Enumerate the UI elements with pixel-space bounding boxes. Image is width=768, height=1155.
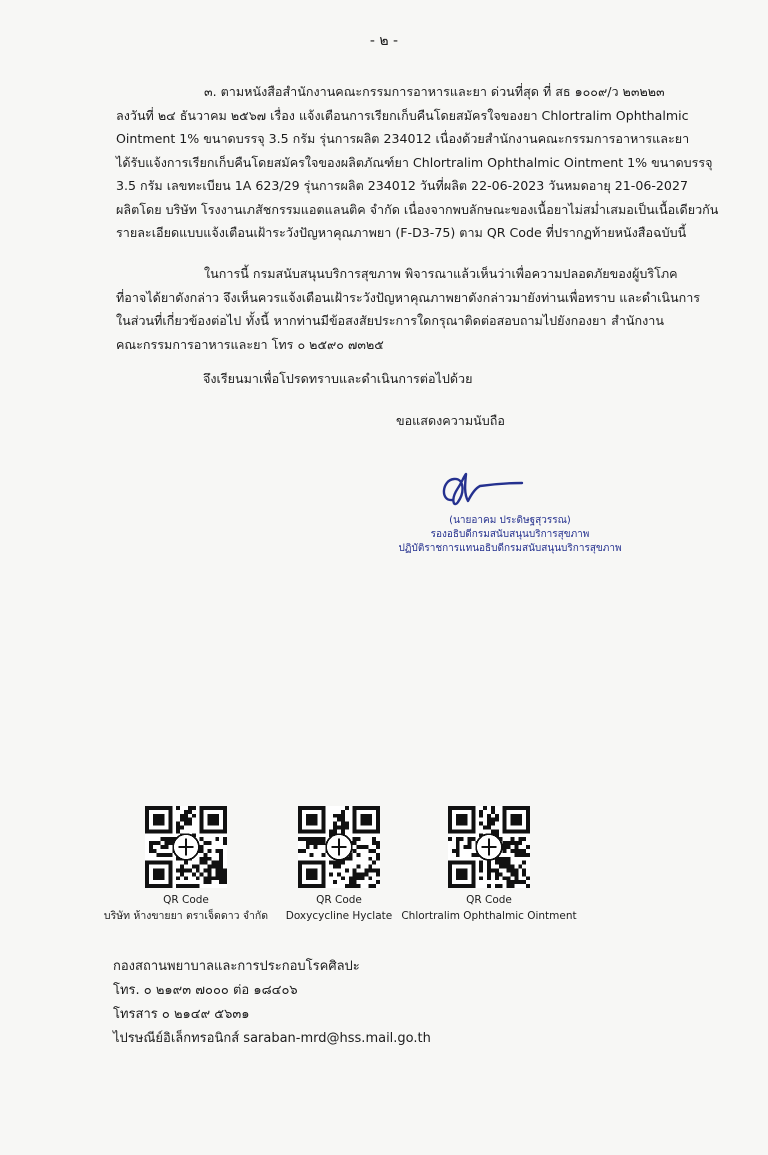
signature-mark — [438, 470, 528, 515]
division-name: กองสถานพยาบาลและการประกอบโรคศิลปะ — [113, 959, 360, 974]
qr-label: QR Code — [466, 894, 512, 906]
qr-title: Chlortralim Ophthalmic Ointment — [401, 910, 577, 922]
paragraph-line: คณะกรรมการอาหารและยา โทร ๐ ๒๕๙๐ ๗๓๒๕ — [116, 336, 384, 352]
paragraph-line: Ointment 1% ขนาดบรรจุ 3.5 กรัม รุ่นการผลิต 234012 เนื่องด้วยสำนักงานคณะกรรมการอาหารและยา — [116, 131, 690, 146]
qr-code-icon[interactable] — [448, 806, 530, 888]
email-address[interactable]: ไปรษณีย์อิเล็กทรอนิกส์ saraban-mrd@hss.mail.go.th — [113, 1031, 431, 1046]
qr-label: QR Code — [316, 894, 362, 906]
paragraph-line: รายละเอียดแบบแจ้งเตือนเฝ้าระวังปัญหาคุณภาพยา (F-D3-75) ตาม QR Code ที่ปรากฏท้ายหนังสือฉบับนี้ — [116, 225, 687, 240]
signatory-acting-title: ปฏิบัติราชการแทนอธิบดีกรมสนับสนุนบริการสุขภาพ — [398, 543, 622, 554]
qr-title: บริษัท ห้างขายยา ตราเจ็ดดาว จำกัด — [103, 910, 269, 922]
qr-code-icon[interactable] — [298, 806, 380, 888]
paragraph-line: 3.5 กรัม เลขทะเบียน 1A 623/29 รุ่นการผลิต 234012 วันที่ผลิต 22-06-2023 วันหมดอายุ 21-06-2027 — [116, 178, 688, 193]
signatory-block — [300, 514, 720, 556]
qr-code-icon[interactable] — [145, 806, 227, 888]
paragraph-line: ผลิตโดย บริษัท โรงงานเภสัชกรรมแอตแลนติค จำกัด เนื่องจากพบลักษณะของเนื้อยาไม่สม่ำเสมอเป็นเนื้อเดียวกัน — [116, 201, 719, 217]
page-number: - ๒ - — [369, 33, 399, 49]
qr-label: QR Code — [163, 894, 209, 906]
contact-footer — [113, 955, 431, 1051]
paragraph-line: ได้รับแจ้งการเรียกเก็บคืนโดยสมัครใจของผลิตภัณฑ์ยา Chlortralim Ophthalmic Ointment 1% ขนาดบรรจุ — [116, 154, 713, 170]
paragraph-recall-notice — [116, 80, 719, 245]
paragraph-line: ในส่วนที่เกี่ยวข้องต่อไป ทั้งนี้ หากท่านมีข้อสงสัยประการใดกรุณาติดต่อสอบถามไปยังกองยา สำนักงาน — [116, 313, 664, 328]
closing-request: จึงเรียนมาเพื่อโปรดทราบและดำเนินการต่อไปด้วย — [203, 371, 473, 386]
paragraph-line: ที่อาจได้ยาดังกล่าว จึงเห็นควรแจ้งเตือนเฝ้าระวังปัญหาคุณภาพยาดังกล่าวมายังท่านเพื่อทราบ และดำเนินการ — [116, 289, 701, 305]
paragraph-advisory — [116, 262, 701, 356]
qr-block-chlortralim — [394, 806, 584, 924]
paragraph-line: ลงวันที่ ๒๔ ธันวาคม ๒๕๖๗ เรื่อง แจ้งเตือนการเรียกเก็บคืนโดยสมัครใจของยา Chlortralim Ophthalmic — [116, 107, 689, 123]
complimentary-close: ขอแสดงความนับถือ — [396, 413, 505, 428]
signatory-position: รองอธิบดีกรมสนับสนุนบริการสุขภาพ — [430, 529, 590, 540]
signatory-name: (นายอาคม ประดิษฐสุวรรณ) — [449, 515, 571, 526]
paragraph-line: ในการนี้ กรมสนับสนุนบริการสุขภาพ พิจารณาแล้วเห็นว่าเพื่อความปลอดภัยของผู้บริโภค — [204, 266, 678, 281]
qr-caption — [394, 892, 584, 924]
phone-number: โทร. ๐ ๒๑๙๓ ๗๐๐๐ ต่อ ๑๘๔๐๖ — [113, 983, 298, 998]
qr-title: Doxycycline Hyclate — [285, 910, 393, 922]
paragraph-line: ๓. ตามหนังสือสำนักงานคณะกรรมการอาหารและยา ด่วนที่สุด ที่ สธ ๑๐๐๙/ว ๒๓๒๒๓ — [204, 84, 665, 99]
fax-number: โทรสาร ๐ ๒๑๔๙ ๕๖๓๑ — [113, 1007, 250, 1022]
